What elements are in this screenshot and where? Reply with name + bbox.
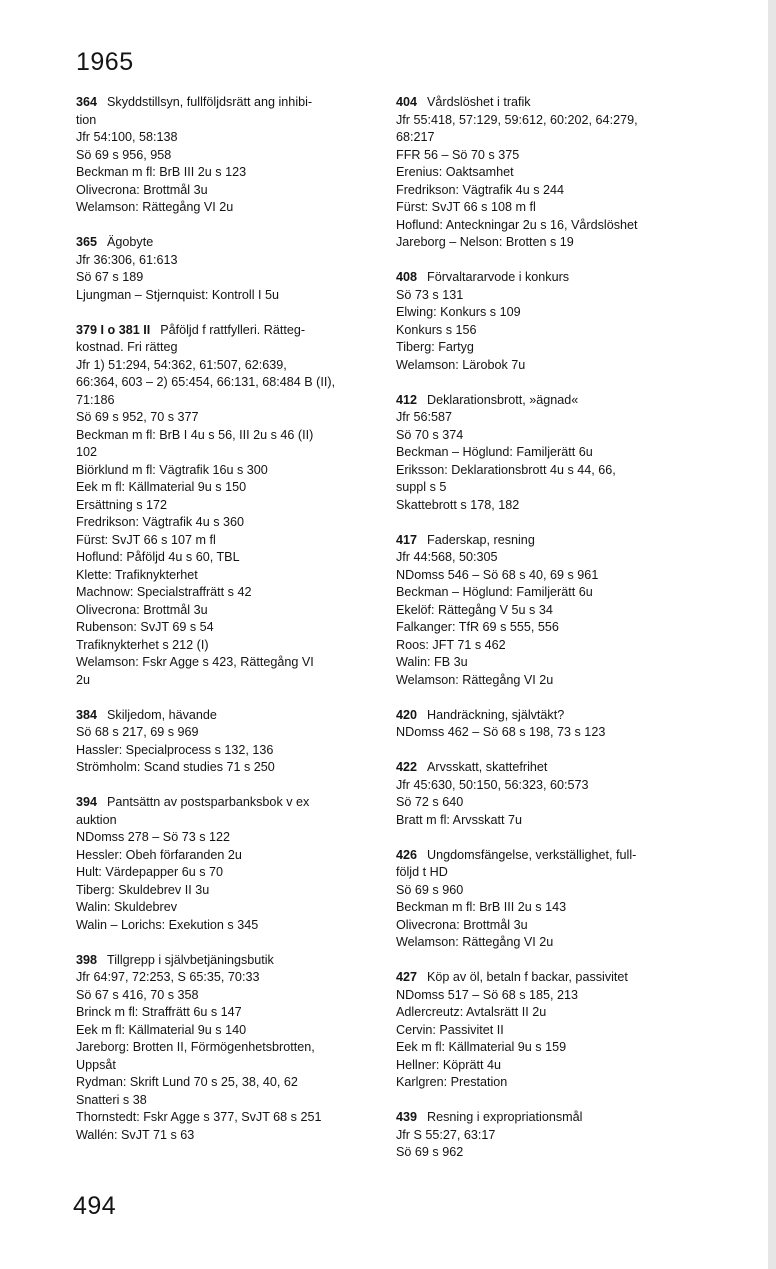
reference-line: Jfr 1) 51:294, 54:362, 61:507, 62:639, xyxy=(76,357,287,372)
reference-line: Roos: JFT 71 s 462 xyxy=(396,637,506,652)
case-title: Pantsättn av postsparbanksbok v ex xyxy=(107,795,310,809)
reference-line: NDomss 278 – Sö 73 s 122 xyxy=(76,830,231,844)
case-heading xyxy=(396,969,690,987)
reference-line: Sö 73 s 131 xyxy=(396,287,464,302)
case-heading xyxy=(396,707,690,725)
reference-line: Snatteri s 38 xyxy=(76,1092,147,1107)
case-entry xyxy=(396,392,690,515)
case-title: Resning i expropriationsmål xyxy=(427,1110,583,1124)
reference-line: Jfr 44:568, 50:305 xyxy=(396,550,498,564)
reference-line: Olivecrona: Brottmål 3u xyxy=(76,602,208,617)
reference-line: 2u xyxy=(76,672,91,687)
case-entry xyxy=(396,707,690,742)
case-number: 427 xyxy=(396,970,418,984)
case-entry xyxy=(76,94,368,217)
left-column xyxy=(76,94,368,1162)
case-heading xyxy=(396,94,690,112)
reference-line: 102 xyxy=(76,445,98,459)
reference-line: Uppsåt xyxy=(76,1057,116,1072)
reference-line: 71:186 xyxy=(76,392,115,407)
case-title: Arvsskatt, skattefrihet xyxy=(427,760,548,774)
reference-line: Wallén: SvJT 71 s 63 xyxy=(76,1127,195,1142)
reference-line: Hult: Värdepapper 6u s 70 xyxy=(76,865,224,879)
reference-line: Erenius: Oaktsamhet xyxy=(396,165,514,179)
reference-line: Cervin: Passivitet II xyxy=(396,1022,504,1037)
case-number: 404 xyxy=(396,95,418,109)
reference-line: kostnad. Fri rätteg xyxy=(76,340,178,354)
reference-line: Jfr 45:630, 50:150, 56:323, 60:573 xyxy=(396,777,589,792)
page-edge xyxy=(768,0,776,1269)
reference-line: Jfr 64:97, 72:253, S 65:35, 70:33 xyxy=(76,970,260,984)
reference-line: Hoflund: Påföljd 4u s 60, TBL xyxy=(76,550,240,564)
reference-line: Walin: Skuldebrev xyxy=(76,900,178,914)
case-entry xyxy=(76,234,368,304)
reference-line: Tiberg: Fartyg xyxy=(396,340,474,354)
case-title: Skyddstillsyn, fullföljdsrätt ang inhibi- xyxy=(107,95,313,109)
reference-line: Ekelöf: Rättegång V 5u s 34 xyxy=(396,602,553,617)
reference-line: följd t HD xyxy=(396,865,448,879)
case-title: Tillgrepp i självbetjäningsbutik xyxy=(107,952,274,967)
reference-line: Olivecrona: Brottmål 3u xyxy=(396,917,528,932)
reference-line: Beckman m fl: BrB I 4u s 56, III 2u s 46 (II) xyxy=(76,427,314,442)
reference-line: Trafiknykterhet s 212 (I) xyxy=(76,637,209,652)
reference-line: Sö 68 s 217, 69 s 969 xyxy=(76,725,199,739)
case-number: 417 xyxy=(396,532,418,547)
reference-line: Welamson: Rättegång VI 2u xyxy=(76,200,234,214)
reference-line: Ersättning s 172 xyxy=(76,497,168,512)
case-entry xyxy=(396,969,690,1092)
case-heading xyxy=(396,847,690,865)
case-entry xyxy=(76,952,368,1145)
case-number: 384 xyxy=(76,707,98,722)
case-number: 426 xyxy=(396,847,418,862)
reference-line: FFR 56 – Sö 70 s 375 xyxy=(396,147,520,162)
reference-line: Fürst: SvJT 66 s 107 m fl xyxy=(76,532,216,547)
case-heading xyxy=(396,392,690,410)
reference-line: Jfr S 55:27, 63:17 xyxy=(396,1127,496,1142)
case-entry xyxy=(76,322,368,690)
reference-line: Jfr 54:100, 58:138 xyxy=(76,130,178,144)
case-number: 398 xyxy=(76,952,98,967)
reference-line: Jfr 36:306, 61:613 xyxy=(76,252,178,267)
reference-line: Hassler: Specialprocess s 132, 136 xyxy=(76,742,274,757)
case-entry xyxy=(76,794,368,934)
case-title: Vårdslöshet i trafik xyxy=(427,95,531,109)
case-entry xyxy=(396,847,690,952)
case-title: Deklarationsbrott, »ägnad« xyxy=(427,392,579,407)
reference-line: Falkanger: TfR 69 s 555, 556 xyxy=(396,620,559,634)
reference-line: Beckman m fl: BrB III 2u s 143 xyxy=(396,900,567,914)
reference-line: Ljungman – Stjernquist: Kontroll I 5u xyxy=(76,287,280,302)
case-number: 379 I o 381 II xyxy=(76,322,151,337)
case-heading xyxy=(76,794,368,812)
reference-line: Fürst: SvJT 66 s 108 m fl xyxy=(396,200,536,214)
page-year-heading: 1965 xyxy=(76,48,134,76)
reference-line: Jfr 55:418, 57:129, 59:612, 60:202, 64:279, xyxy=(396,112,638,127)
reference-line: 68:217 xyxy=(396,130,435,144)
case-title: Köp av öl, betaln f backar, passivitet xyxy=(427,970,628,984)
case-entry xyxy=(396,759,690,829)
reference-line: Skattebrott s 178, 182 xyxy=(396,497,520,512)
reference-line: Machnow: Specialstraffrätt s 42 xyxy=(76,585,252,599)
reference-line: Hoflund: Anteckningar 2u s 16, Vårdslöshet xyxy=(396,217,638,232)
reference-line: Adlercreutz: Avtalsrätt II 2u xyxy=(396,1005,547,1019)
case-number: 394 xyxy=(76,795,98,809)
reference-line: Welamson: Rättegång VI 2u xyxy=(396,672,554,687)
case-number: 365 xyxy=(76,235,98,249)
reference-line: Hellner: Köprätt 4u xyxy=(396,1057,502,1072)
case-heading xyxy=(76,322,368,340)
reference-line: Strömholm: Scand studies 71 s 250 xyxy=(76,760,275,774)
case-title: Ungdomsfängelse, verkställighet, full- xyxy=(427,847,637,862)
case-number: 408 xyxy=(396,270,418,284)
reference-line: NDomss 517 – Sö 68 s 185, 213 xyxy=(396,987,579,1002)
reference-line: Eriksson: Deklarationsbrott 4u s 44, 66, xyxy=(396,462,616,477)
case-entry xyxy=(396,532,690,690)
reference-line: Beckman – Höglund: Familjerätt 6u xyxy=(396,445,593,459)
reference-line: Walin: FB 3u xyxy=(396,655,468,669)
reference-line: Karlgren: Prestation xyxy=(396,1075,508,1089)
reference-line: Beckman m fl: BrB III 2u s 123 xyxy=(76,165,247,179)
reference-line: Biörklund m fl: Vägtrafik 16u s 300 xyxy=(76,462,268,477)
right-column xyxy=(396,94,690,1179)
case-heading xyxy=(76,234,368,252)
reference-line: Jareborg – Nelson: Brotten s 19 xyxy=(396,235,574,249)
case-title: Handräckning, självtäkt? xyxy=(427,707,565,722)
reference-line: Welamson: Lärobok 7u xyxy=(396,357,526,372)
case-entry xyxy=(396,1109,690,1162)
reference-line: Jfr 56:587 xyxy=(396,410,453,424)
case-entry xyxy=(76,707,368,777)
reference-line: NDomss 462 – Sö 68 s 198, 73 s 123 xyxy=(396,725,606,739)
reference-line: Klette: Trafiknykterhet xyxy=(76,567,198,582)
case-heading xyxy=(396,759,690,777)
reference-line: Sö 69 s 952, 70 s 377 xyxy=(76,410,199,424)
case-entry xyxy=(396,94,690,252)
reference-line: Olivecrona: Brottmål 3u xyxy=(76,182,208,197)
case-entry xyxy=(396,269,690,374)
reference-line: Fredrikson: Vägtrafik 4u s 360 xyxy=(76,515,244,529)
reference-line: Tiberg: Skuldebrev II 3u xyxy=(76,882,210,897)
reference-line: Sö 69 s 960 xyxy=(396,882,464,897)
reference-line: Elwing: Konkurs s 109 xyxy=(396,305,521,319)
reference-line: tion xyxy=(76,112,97,127)
reference-line: Eek m fl: Källmaterial 9u s 159 xyxy=(396,1040,567,1054)
reference-line: Rubenson: SvJT 69 s 54 xyxy=(76,620,214,634)
reference-line: Fredrikson: Vägtrafik 4u s 244 xyxy=(396,182,564,197)
reference-line: Sö 67 s 416, 70 s 358 xyxy=(76,987,199,1002)
case-heading xyxy=(396,532,690,550)
case-title: Påföljd f rattfylleri. Rätteg- xyxy=(160,322,306,337)
reference-line: Sö 69 s 962 xyxy=(396,1145,464,1159)
case-number: 422 xyxy=(396,760,418,774)
reference-line: Sö 70 s 374 xyxy=(396,427,464,442)
case-number: 364 xyxy=(76,95,98,109)
reference-line: Konkurs s 156 xyxy=(396,322,477,337)
reference-line: Thornstedt: Fskr Agge s 377, SvJT 68 s 251 xyxy=(76,1110,322,1124)
case-heading xyxy=(396,269,690,287)
reference-line: Jareborg: Brotten II, Förmögenhetsbrotten, xyxy=(76,1040,315,1054)
reference-line: Eek m fl: Källmaterial 9u s 150 xyxy=(76,480,247,494)
reference-line: Welamson: Fskr Agge s 423, Rättegång VI xyxy=(76,655,314,669)
reference-line: Walin – Lorichs: Exekution s 345 xyxy=(76,917,259,932)
case-title: Skiljedom, hävande xyxy=(107,707,217,722)
reference-line: suppl s 5 xyxy=(396,480,447,494)
case-title: Förvaltararvode i konkurs xyxy=(427,270,570,284)
case-number: 439 xyxy=(396,1110,418,1124)
reference-line: Sö 67 s 189 xyxy=(76,270,144,284)
reference-line: Eek m fl: Källmaterial 9u s 140 xyxy=(76,1022,247,1037)
reference-line: Bratt m fl: Arvsskatt 7u xyxy=(396,812,522,827)
case-title: Ägobyte xyxy=(107,235,154,249)
case-heading xyxy=(396,1109,690,1127)
case-heading xyxy=(76,952,368,970)
page-number: 494 xyxy=(73,1192,117,1220)
case-number: 412 xyxy=(396,392,418,407)
reference-line: Beckman – Höglund: Familjerätt 6u xyxy=(396,585,593,599)
reference-line: 66:364, 603 – 2) 65:454, 66:131, 68:484 B (II), xyxy=(76,375,336,389)
reference-line: Brinck m fl: Straffrätt 6u s 147 xyxy=(76,1005,242,1019)
reference-line: Sö 72 s 640 xyxy=(396,795,464,809)
reference-line: auktion xyxy=(76,812,117,827)
reference-line: Rydman: Skrift Lund 70 s 25, 38, 40, 62 xyxy=(76,1075,298,1089)
case-number: 420 xyxy=(396,707,418,722)
reference-line: NDomss 546 – Sö 68 s 40, 69 s 961 xyxy=(396,567,599,582)
case-heading xyxy=(76,94,368,112)
case-heading xyxy=(76,707,368,725)
reference-line: Welamson: Rättegång VI 2u xyxy=(396,935,554,949)
reference-line: Hessler: Obeh förfaranden 2u xyxy=(76,847,242,862)
reference-line: Sö 69 s 956, 958 xyxy=(76,147,172,162)
case-title: Faderskap, resning xyxy=(427,532,535,547)
